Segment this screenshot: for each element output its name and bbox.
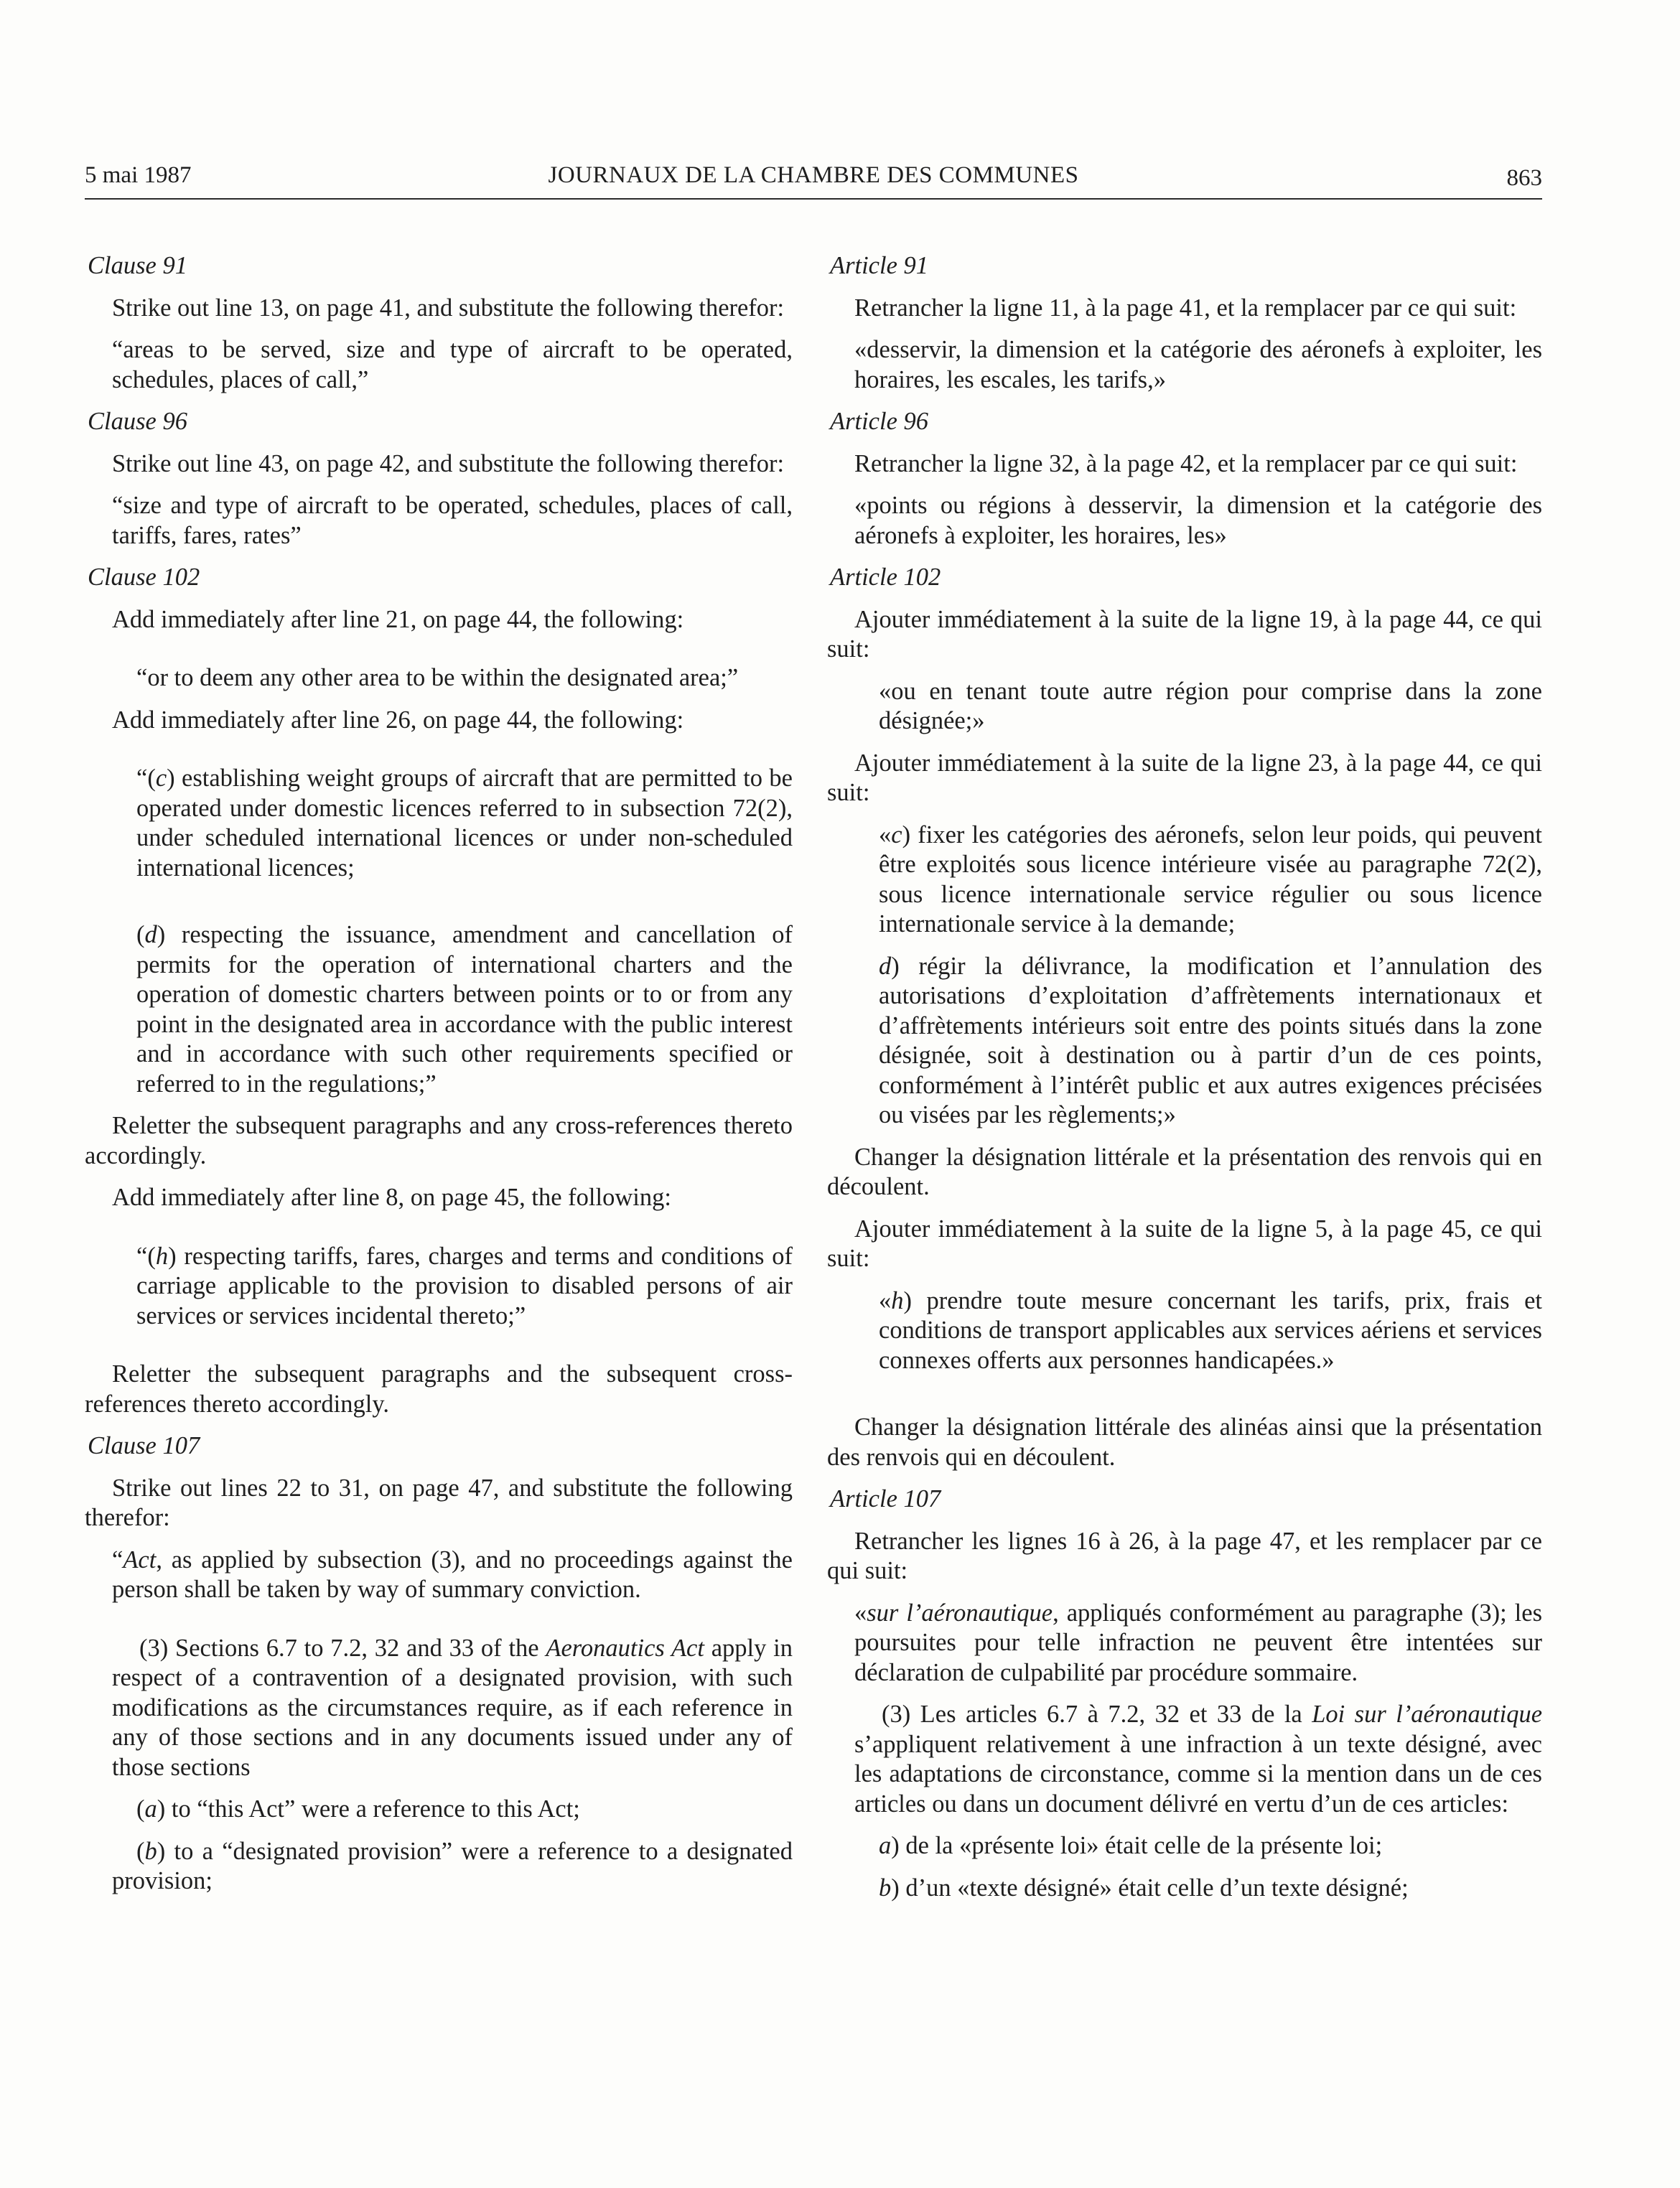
amendment-instruction: Strike out lines 22 to 31, on page 47, and substitute the following therefor: bbox=[85, 1474, 793, 1531]
change-note: Changer la désignation littérale des alinéas ainsi que la présentation des renvois qui en découlent. bbox=[827, 1413, 1542, 1471]
page-header bbox=[85, 162, 1542, 200]
subsection-3: (3) Les articles 6.7 à 7.2, 32 et 33 de la Loi sur l’aéronautique s’appliquent relativement à une infraction à un texte désigné, avec les adaptations de circonstance, comme si la mention dans un de ces articles ou dans un document délivré en vertu d’un de ces articles: bbox=[854, 1701, 1543, 1818]
paragraph-b: (b) to a “designated provision” were a reference to a designated provision; bbox=[112, 1837, 793, 1894]
paragraph-a: (a) to “this Act” were a reference to this Act; bbox=[136, 1795, 580, 1823]
amendment-instruction: Add immediately after line 26, on page 44, the following: bbox=[112, 706, 684, 734]
paragraph-b: b) d’un «texte désigné» était celle d’un texte désigné; bbox=[879, 1874, 1409, 1902]
article-heading: Article 107 bbox=[830, 1485, 941, 1513]
subsection-3: (3) Sections 6.7 to 7.2, 32 and 33 of the Aeronautics Act apply in respect of a contravention of a designated provision, with such modifications as the circumstances require, as if each reference in any of those sections and in any documents issued under any of those sections bbox=[112, 1634, 793, 1781]
page-number: 863 bbox=[1506, 165, 1542, 191]
paragraph-c: “(c) establishing weight groups of aircraft that are permitted to be operated under domestic licences referred to in subsection 72(2), under scheduled international licences or under non-scheduled international licences; bbox=[136, 765, 793, 882]
english-column bbox=[85, 251, 793, 1909]
paragraph-d: d) régir la délivrance, la modification et l’annulation des autorisations d’exploitation d’affrètements internationaux et d’affrètements intérieurs soit entre des points situés dans la zone désignée, soit à destination ou à partir d’un de ces points, conformément à l’intérêt public et aux autres exigences précisées ou visées par les règlements;» bbox=[879, 952, 1542, 1128]
clause-heading: Clause 96 bbox=[88, 408, 187, 435]
amendment-instruction: Strike out line 43, on page 42, and substitute the following therefor: bbox=[112, 449, 785, 477]
substituted-text: “areas to be served, size and type of aircraft to be operated, schedules, places of call,” bbox=[112, 336, 793, 393]
amendment-instruction: Add immediately after line 21, on page 44, the following: bbox=[112, 605, 684, 633]
substituted-text: «ou en tenant toute autre région pour comprise dans la zone désignée;» bbox=[879, 677, 1542, 734]
reletter-note: Reletter the subsequent paragraphs and the subsequent cross-references thereto accordingly. bbox=[85, 1360, 793, 1418]
paragraph-d: (d) respecting the issuance, amendment and cancellation of permits for the operation of international charters and the operation of domestic charters between points or to or from any point in the designated area in accordance with the public interest and in accordance with such other requirements specified or referred to in the regulations;” bbox=[136, 921, 793, 1098]
reletter-note: Reletter the subsequent paragraphs and any cross-references thereto accordingly. bbox=[85, 1112, 793, 1169]
substituted-text: «points ou régions à desservir, la dimension et la catégorie des aéronefs à exploiter, les horaires, les» bbox=[854, 492, 1542, 549]
amendment-instruction: Retrancher les lignes 16 à 26, à la page 47, et les remplacer par ce qui suit: bbox=[827, 1527, 1542, 1584]
paragraph-c: «c) fixer les catégories des aéronefs, selon leur poids, qui peuvent être exploités sous licence intérieure visée au paragraphe 72(2), sous licence internationale service régulier ou sous licence internationale service à la demande; bbox=[879, 820, 1542, 938]
article-heading: Article 91 bbox=[830, 252, 929, 279]
paragraph-h: «h) prendre toute mesure concernant les tarifs, prix, frais et conditions de transport applicables aux services aériens et services connexes offerts aux personnes handicapées.» bbox=[879, 1286, 1542, 1374]
amendment-instruction: Retrancher la ligne 32, à la page 42, et la remplacer par ce qui suit: bbox=[854, 449, 1518, 477]
substituted-text: “or to deem any other area to be within the designated area;” bbox=[136, 664, 739, 691]
amendment-instruction: Strike out line 13, on page 41, and substitute the following therefor: bbox=[112, 294, 785, 322]
amendment-instruction: Ajouter immédiatement à la suite de la ligne 19, à la page 44, ce qui suit: bbox=[827, 605, 1542, 663]
french-column bbox=[827, 251, 1542, 1915]
amendment-instruction: Retrancher la ligne 11, à la page 41, et la remplacer par ce qui suit: bbox=[854, 294, 1517, 322]
header-date: 5 mai 1987 bbox=[85, 162, 192, 188]
article-heading: Article 96 bbox=[830, 408, 929, 435]
clause-heading: Clause 107 bbox=[88, 1432, 200, 1459]
substituted-text: “Act, as applied by subsection (3), and no proceedings against the person shall be taken by way of summary conviction. bbox=[112, 1546, 793, 1603]
substituted-text: «desservir, la dimension et la catégorie des aéronefs à exploiter, les horaires, les escales, les tarifs,» bbox=[854, 336, 1542, 393]
journal-title: JOURNAUX DE LA CHAMBRE DES COMMUNES bbox=[548, 162, 1079, 188]
change-note: Changer la désignation littérale et la présentation des renvois qui en découlent. bbox=[827, 1143, 1542, 1200]
substituted-text: “size and type of aircraft to be operated, schedules, places of call, tariffs, fares, rates” bbox=[112, 492, 793, 549]
clause-heading: Clause 91 bbox=[88, 252, 187, 279]
article-heading: Article 102 bbox=[830, 564, 941, 591]
paragraph-a: a) de la «présente loi» était celle de la présente loi; bbox=[879, 1832, 1383, 1859]
clause-heading: Clause 102 bbox=[88, 564, 200, 591]
amendment-instruction: Ajouter immédiatement à la suite de la ligne 5, à la page 45, ce qui suit: bbox=[827, 1215, 1542, 1272]
amendment-instruction: Add immediately after line 8, on page 45, the following: bbox=[112, 1184, 671, 1211]
paragraph-h: “(h) respecting tariffs, fares, charges and terms and conditions of carriage applicable to the provision to disabled persons of air services or services incidental thereto;” bbox=[136, 1242, 793, 1329]
substituted-text: «sur l’aéronautique, appliqués conformément au paragraphe (3); les poursuites pour telle infraction ne peuvent être intentées sur déclaration de culpabilité par procédure sommaire. bbox=[854, 1599, 1542, 1686]
amendment-instruction: Ajouter immédiatement à la suite de la ligne 23, à la page 44, ce qui suit: bbox=[827, 749, 1542, 806]
